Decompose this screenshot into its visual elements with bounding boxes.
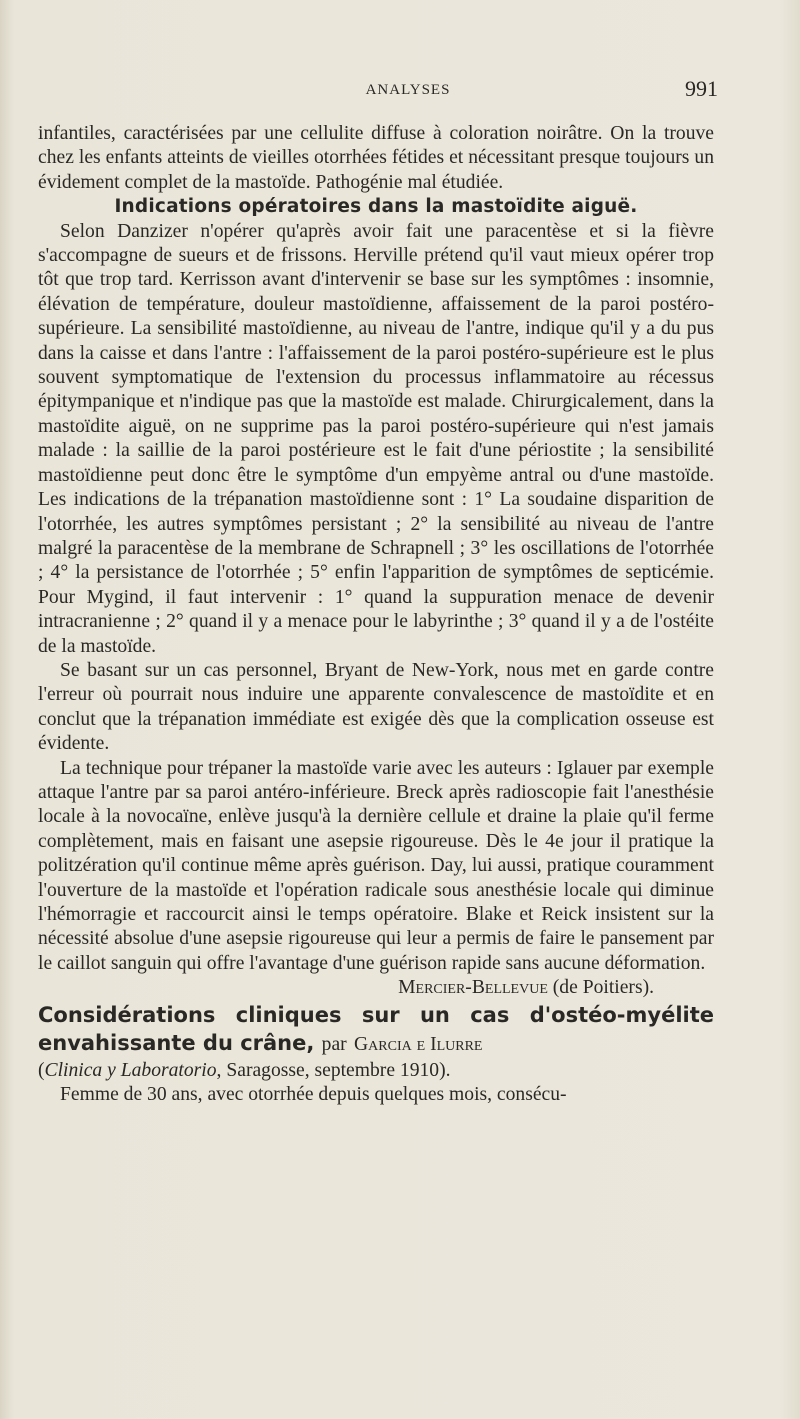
paragraph-indications: Selon Danzizer n'opérer qu'après avoir fait une paracentèse et si la fièvre s'accompagne de sueurs et de frissons. Herville prétend qu'il vaut mieux opérer trop tôt que trop tard. Kerrisson avant d'intervenir se base sur les symptômes : insomnie, élévation de température, douleur mastoïdienne, affaissement de la paroi postéro-supérieure. La sensibilité mastoïdienne, au niveau de l'antre, indique qu'il y a du pus dans la caisse et dans l'antre : l'affaissement de la paroi postéro-supérieure est le plus souvent symptomatique de l'extension du processus inflammatoire au récessus épitympanique et n'indique pas que la mastoïde est malade. Chirurgicalement, dans la mastoïdite aiguë, on ne supprime pas la paroi postéro-supérieure qui n'est jamais malade : la saillie de la paroi postérieure est le fait d'une périostite ; la sensibilité mastoïdienne peut donc être le symptôme d'un empyème antral ou d'une mastoïde. Les indications de la trépanation mastoïdienne sont : 1° La soudaine disparition de l'otorrhée, les autres symptômes persistant ; 2° la sensibilité au niveau de l'antre malgré la paracentèse de la membrane de Schrapnell ; 3° les oscillations de l'otorrhée ; 4° la persistance de l'otorrhée ; 5° enfin l'apparition de symptômes de septicémie. Pour Mygind, il faut intervenir : 1° quand la suppuration menace de devenir intracranienne ; 2° quand il y a menace pour le labyrinthe ; 3° quand il y a de l'ostéite de la mastoïde. bbox=[38, 220, 714, 657]
running-title: ANALYSES bbox=[365, 82, 451, 98]
article-source: (Clinica y Laboratorio, Saragosse, septembre 1910). bbox=[38, 1059, 451, 1081]
signature-name: Mercier-Bellevue bbox=[398, 977, 548, 999]
body-text bbox=[38, 122, 714, 1107]
article-journal: Clinica y Laboratorio bbox=[44, 1059, 217, 1081]
paragraph-technique: La technique pour trépaner la mastoïde varie avec les auteurs : Iglauer par exemple attaque l'antre par sa paroi antéro-inférieure. Breck après radioscopie fait l'anesthésie locale à la novocaïne, enlève jusqu'à la dernière cellule et draine la plaie qu'il ferme complètement, mais en faisant une asepsie rigoureuse. Dès le 4e jour il pratique la politzération qu'il continue même après guérison. Day, lui aussi, pratique couramment l'ouverture de la mastoïde et l'opération radicale sous anesthésie locale qui diminue l'hémorragie et raccourcit ainsi le temps opératoire. Blake et Reick insistent sur la nécessité absolue d'une asepsie rigoureuse qui leur a permis de faire le pansement par le caillot sanguin qui offre l'avantage d'une guérison rapide sans aucune déformation. bbox=[38, 757, 714, 974]
signature bbox=[38, 976, 714, 1000]
signature-place: (de Poitiers). bbox=[552, 977, 654, 999]
article-first-line: Femme de 30 ans, avec otorrhée depuis quelques mois, consécu- bbox=[60, 1084, 567, 1106]
article-title: Considérations cliniques sur un cas d'ostéo-myélite envahissante du crâne, bbox=[38, 1002, 714, 1055]
page-header bbox=[38, 76, 718, 106]
article-by: par bbox=[321, 1033, 347, 1055]
page-number: 991 bbox=[685, 76, 718, 101]
section-heading: Indications opératoires dans la mastoïdite aiguë. bbox=[114, 196, 638, 218]
paragraph-continuation: infantiles, caractérisées par une cellulite diffuse à coloration noirâtre. On la trouve chez les enfants atteints de vieilles otorrhées fétides et nécessitant presque toujours un évidement complet de la mastoïde. Pathogénie mal étudiée. bbox=[38, 123, 714, 193]
paragraph-bryant: Se basant sur un cas personnel, Bryant de New-York, nous met en garde contre l'erreur où pourrait nous induire une apparente convalescence de mastoïdite et en conclut que la trépanation immédiate est exigée dès que la complication osseuse est évidente. bbox=[38, 659, 714, 755]
article-source-rest: , Saragosse, septembre 1910). bbox=[216, 1059, 451, 1081]
article-authors: Garcia e Ilurre bbox=[354, 1033, 483, 1055]
article-heading bbox=[38, 1001, 714, 1059]
